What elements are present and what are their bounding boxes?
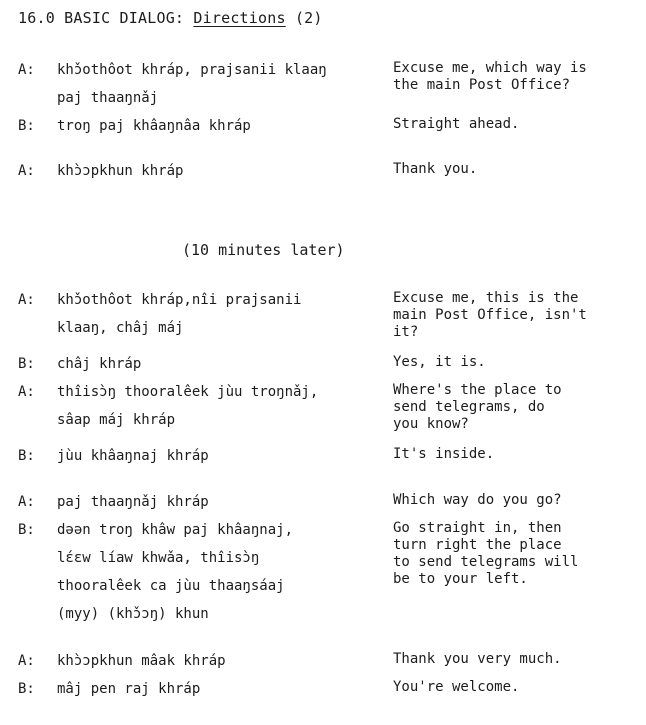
speaker-label: A:: [18, 384, 35, 400]
thai-transcription: [57, 56, 387, 112]
english-line: turn right the place: [393, 537, 562, 553]
english-translation: [393, 60, 638, 94]
english-line: the main Post Office?: [393, 77, 571, 93]
english-translation: [393, 679, 638, 696]
english-line: main Post Office, isn't: [393, 307, 587, 323]
speaker-label: A:: [18, 163, 35, 179]
speaker-label: A:: [18, 62, 35, 78]
english-line: You're welcome.: [393, 679, 520, 695]
english-translation: [393, 354, 638, 371]
english-line: Excuse me, which way is: [393, 60, 587, 76]
thai-transcription: [57, 647, 387, 675]
thai-line: mâj pen raj khráp: [57, 681, 201, 697]
english-line: Thank you.: [393, 161, 478, 177]
english-translation: [393, 492, 638, 509]
section-part: (2): [294, 9, 323, 27]
thai-transcription: [57, 112, 387, 140]
speaker-label: A:: [18, 653, 35, 669]
english-line: you know?: [393, 416, 469, 432]
english-translation: [393, 446, 638, 463]
english-line: Which way do you go?: [393, 492, 562, 508]
english-line: Thank you very much.: [393, 651, 562, 667]
thai-line: paj thaaŋnǎj: [57, 90, 159, 106]
english-line: send telegrams, do: [393, 399, 545, 415]
thai-line: khɔ̌othôot khráp,nîi prajsanii: [57, 292, 302, 308]
thai-line: châj khráp: [57, 356, 142, 372]
english-line: Excuse me, this is the: [393, 290, 579, 306]
section-subtitle: Directions: [193, 9, 286, 27]
english-line: It's inside.: [393, 446, 495, 462]
english-translation: [393, 651, 638, 668]
speaker-label: B:: [18, 522, 35, 538]
english-translation: [393, 382, 638, 433]
thai-line: khɔ̌othôot khráp, prajsanii klaaŋ: [57, 62, 327, 78]
speaker-label: B:: [18, 681, 35, 697]
speaker-label: B:: [18, 356, 35, 372]
speaker-label: A:: [18, 292, 35, 308]
thai-transcription: [57, 378, 387, 434]
thai-transcription: [57, 157, 387, 185]
thai-line: sâap máj khráp: [57, 412, 176, 428]
interlude-note: (10 minutes later): [182, 241, 345, 259]
english-line: to send telegrams will: [393, 554, 579, 570]
thai-line: troŋ paj khâaŋnâa khráp: [57, 118, 251, 134]
thai-line: khɔ̀ɔpkhun khráp: [57, 163, 184, 179]
english-translation: [393, 116, 638, 133]
english-line: Yes, it is.: [393, 354, 486, 370]
thai-transcription: [57, 488, 387, 516]
thai-line: (myy) (khɔ̌ɔŋ) khun: [57, 606, 209, 622]
thai-line: paj thaaŋnǎj khráp: [57, 494, 209, 510]
english-translation: [393, 161, 638, 178]
thai-line: khɔ̀ɔpkhun mâak khráp: [57, 653, 226, 669]
english-translation: [393, 290, 638, 341]
english-line: Go straight in, then: [393, 520, 562, 536]
thai-line: thîisɔ̀ŋ thooralêek jùu troŋnǎj,: [57, 384, 319, 400]
section-heading: [18, 9, 323, 27]
english-line: Straight ahead.: [393, 116, 520, 132]
english-translation: [393, 520, 638, 588]
thai-line: dəən troŋ khâw paj khâaŋnaj,: [57, 522, 294, 538]
speaker-label: A:: [18, 494, 35, 510]
speaker-label: B:: [18, 118, 35, 134]
thai-transcription: [57, 350, 387, 378]
thai-line: jùu khâaŋnaj khráp: [57, 448, 209, 464]
thai-transcription: [57, 286, 387, 342]
thai-transcription: [57, 516, 387, 628]
english-line: it?: [393, 324, 419, 340]
section-number-title: 16.0 BASIC DIALOG:: [18, 9, 185, 27]
thai-transcription: [57, 442, 387, 470]
thai-line: lɛ́ɛw líaw khwǎa, thîisɔ̀ŋ: [57, 550, 260, 566]
thai-line: thooralêek ca jùu thaaŋsáaj: [57, 578, 285, 594]
english-line: Where's the place to: [393, 382, 562, 398]
speaker-label: B:: [18, 448, 35, 464]
thai-transcription: [57, 675, 387, 703]
thai-line: klaaŋ, châj máj: [57, 320, 184, 336]
english-line: be to your left.: [393, 571, 528, 587]
